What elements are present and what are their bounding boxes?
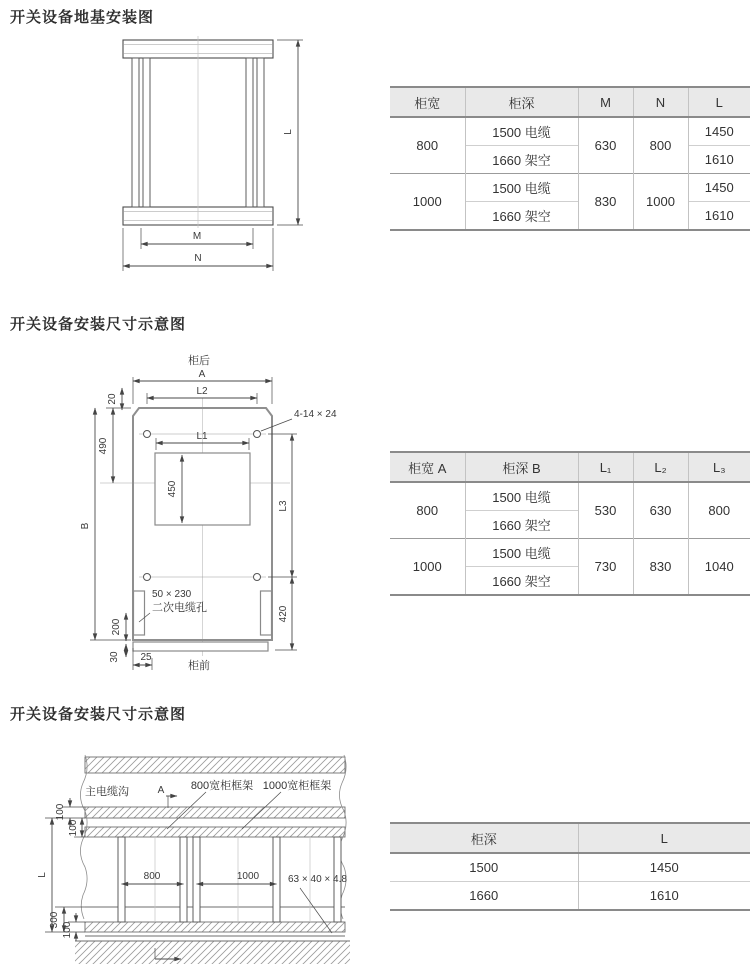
cell: 800 [416,503,439,518]
cell: 1000 [633,174,688,231]
table-row [390,539,750,567]
cell: 1450 [688,117,750,146]
cell: 630 [633,482,688,539]
dim-label-450: 450 [167,480,178,498]
col-header: 柜宽 A [390,452,465,482]
cell: 1450 [688,174,750,202]
front-label: 柜前 [188,660,210,672]
col-header: 柜深 B [465,452,578,482]
concrete-band-lower [85,922,345,932]
dim-label-30: 30 [109,651,120,663]
table-header-row [390,823,750,853]
section-a-label: A [157,785,165,796]
cell: 1610 [688,146,750,174]
frame800-label: 800宽柜框架 [190,780,254,792]
cell: 1660 架空 [465,567,578,596]
secondary-cable-slot-right [261,591,272,635]
dim-label-l: L [37,872,48,878]
cell: 1500 电缆 [465,174,578,202]
cell: 1660 架空 [465,146,578,174]
table-header-row [390,452,750,482]
dim-label-a: A [198,369,206,380]
dim-label-n: N [194,253,202,264]
col-header: L₁ [578,452,633,482]
col-header: L₂ [633,452,688,482]
table-row [390,117,750,146]
col-header: N [633,87,688,117]
dim-label-l2: L2 [196,386,208,397]
mounting-hole [144,431,151,438]
channel-size-label: 63 × 40 × 4.8 [288,874,347,885]
dim-label-b: B [80,522,91,530]
mounting-hole [144,574,151,581]
cell: 1000 [390,539,465,596]
cell: 1000 [390,174,465,231]
cell: 1610 [578,882,750,911]
slot-size-label: 50 × 230 [152,589,192,600]
dim-label-420: 420 [278,605,289,623]
dim-label-1000: 1000 [236,871,260,882]
mounting-hole [254,574,261,581]
dim-label-490: 490 [98,437,109,455]
holes-callout: 4-14 × 24 [294,409,337,420]
cell: 1660 [390,882,578,911]
table-row [390,174,750,202]
dim-label-20: 20 [107,393,118,405]
cell: 1500 电缆 [465,482,578,511]
cell: 800 [416,138,439,153]
front-strip [133,642,268,651]
cell: 1450 [578,853,750,882]
trench-label: 主电缆沟 [85,786,129,798]
col-header: 柜深 [390,823,578,853]
col-header: L₃ [688,452,750,482]
table-header-row [390,87,750,117]
dim-label-100-top2: 100 [68,819,79,837]
dim-label-l1: L1 [196,431,208,442]
plan-diagram [80,353,337,672]
dim-label-200: 200 [111,618,122,636]
col-header: M [578,87,633,117]
concrete-band-mid [85,827,345,837]
cell: 1040 [688,539,750,596]
depth-length-table [390,822,750,911]
dim-label-800: 800 [143,871,161,882]
cell: 1500 电缆 [465,117,578,146]
dim-label-l: L [283,129,294,135]
cell: 1500 [469,860,499,875]
section3-title: 开关设备安装尺寸示意图 [10,706,187,723]
dim-label-25: 25 [140,652,152,663]
col-header: L [688,87,750,117]
table-row [390,882,750,911]
slot-name-label: 二次电缆孔 [152,602,207,614]
cell: 830 [633,539,688,596]
cell: 1660 架空 [465,202,578,231]
cell: 530 [578,482,633,539]
mounting-hole [254,431,261,438]
cell: 800 [633,117,688,174]
secondary-cable-slot-left [134,591,145,635]
dim-label-m: M [192,231,202,242]
concrete-band-upper [85,807,345,818]
col-header: 柜宽 [390,87,465,117]
install-dims-table [390,451,750,596]
table-row [390,853,750,882]
col-header: 柜深 [465,87,578,117]
dim-label-300: 300 [49,911,60,929]
dim-label-100-top1: 100 [55,803,66,821]
dim-label-l3: L3 [278,500,289,512]
concrete-band-bottom [75,941,350,964]
cell: 1610 [688,202,750,231]
rear-label: 柜后 [188,355,210,367]
col-header: L [578,823,750,853]
foundation-table [390,86,750,231]
cell: 830 [578,174,633,231]
table-row [390,482,750,511]
foundation-diagram [123,36,303,271]
cell: 1500 电缆 [465,539,578,567]
dim-label-100-bottom: 100 [62,921,73,939]
cell: 730 [578,539,633,596]
section2-title: 开关设备安装尺寸示意图 [10,316,187,333]
trench-diagram [37,755,350,964]
cell: 1660 架空 [465,511,578,539]
concrete-band-top [85,757,345,773]
frame1000-label: 1000宽柜框架 [262,780,332,792]
cell: 630 [578,117,633,174]
section1-title: 开关设备地基安装图 [10,9,155,26]
cell: 800 [688,482,750,539]
